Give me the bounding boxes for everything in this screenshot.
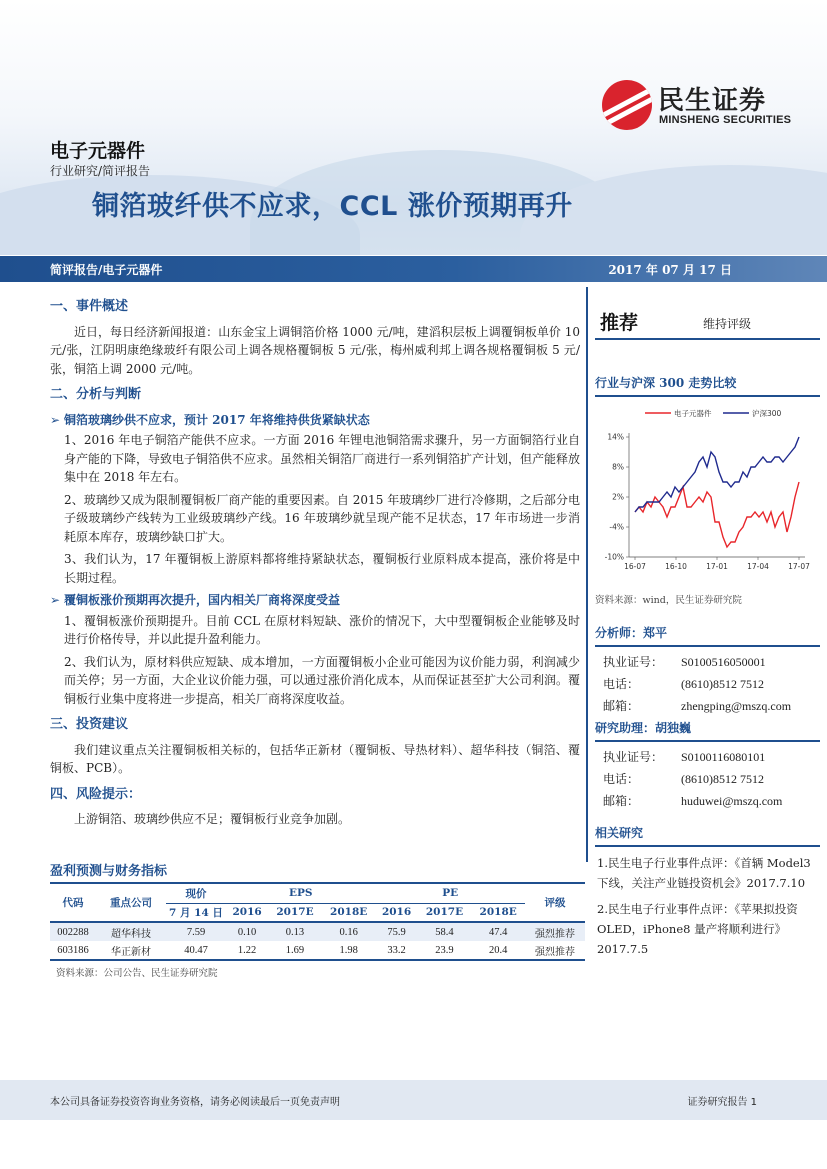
contact-row: [595, 790, 820, 812]
section-title: 四、风险提示：: [50, 786, 142, 802]
arrow-bullet-icon: ➢: [50, 593, 61, 607]
subheading: [50, 411, 580, 430]
main-column: [50, 298, 580, 835]
cell-code: 603186: [50, 941, 96, 960]
section-title: 二、分析与判断: [50, 387, 142, 402]
analyst-title: 分析师：郑平: [595, 624, 820, 647]
logo-chinese-name: 民生证券: [658, 86, 767, 116]
cell-pe: 33.2: [375, 941, 417, 960]
y-tick-label: -10%: [604, 552, 624, 562]
page-footer: [0, 1080, 827, 1120]
col-year: 2016: [375, 903, 417, 922]
subheading-text: 覆铜板涨价预期再次提升，国内相关厂商将深度受益: [64, 593, 341, 607]
cell-eps: 1.98: [322, 941, 376, 960]
column-divider: [586, 287, 588, 862]
footer-page: 证券研究报告 1: [687, 1097, 757, 1108]
y-tick-label: 14%: [607, 432, 624, 442]
analyst-contact: [595, 647, 820, 717]
y-tick-label: 8%: [612, 462, 624, 472]
footer-disclaimer: 本公司具备证券投资咨询业务资格，请务必阅读最后一页免责声明: [50, 1097, 340, 1108]
contact-value: (8610)8512 7512: [681, 677, 764, 691]
contact-row: [595, 768, 820, 790]
cell-code: 002288: [50, 922, 96, 941]
table-header-row: [50, 884, 585, 903]
series-line: [635, 482, 799, 547]
series-line: [635, 437, 799, 512]
arrow-bullet-icon: ➢: [50, 412, 61, 427]
report-type: 行业研究/简评报告: [50, 164, 151, 178]
col-rating: 评级: [525, 884, 585, 922]
cell-pe: 47.4: [471, 922, 525, 941]
logo-icon: [602, 80, 652, 130]
chart-title: 行业与沪深 300 走势比较: [595, 374, 820, 397]
rating-title: 推荐: [600, 312, 639, 334]
subheading-text: 铜箔玻璃纱供不应求，预计 2017 年将维持供货紧缺状态: [64, 412, 370, 427]
contact-row: [595, 746, 820, 768]
sidebar: [595, 306, 820, 959]
related-research-item[interactable]: 1.民生电子行业事件点评：《首辆 Model3 下线，关注产业链投资机会》2017.7.10: [597, 856, 811, 890]
band-date: 2017 年 07 月 17 日: [608, 263, 732, 277]
col-company: 重点公司: [96, 884, 166, 922]
contact-key: 执业证号：: [603, 655, 664, 669]
company-logo: [602, 80, 802, 130]
section-title: 一、事件概述: [50, 299, 129, 314]
contact-row: [595, 673, 820, 695]
report-title: 铜箔玻纤供不应求，CCL 涨价预期再升: [92, 191, 573, 222]
analyst-email-link[interactable]: zhengping@mszq.com: [681, 699, 792, 713]
x-tick-label: 16-10: [665, 562, 687, 571]
paragraph: 3、我们认为，17 年覆铜板上游原料都将维持紧缺状态，覆铜板行业原料成本提高，涨价将是中长期过程。: [64, 552, 580, 585]
financials-section: [50, 860, 585, 979]
paragraph: 2、玻璃纱又成为限制覆铜板厂商产能的重要因素。自 2015 年玻璃纱厂进行冷修期，之后部分电子级玻璃纱产线转为工业级玻璃纱产线。16 年玻璃纱就呈现产能不足状态，17 年市场进一步消耗原本库存，玻璃纱缺口扩大。: [64, 492, 580, 544]
contact-key: 邮箱：: [603, 699, 640, 713]
cell-pe: 75.9: [375, 922, 417, 941]
col-year: 2018E: [322, 903, 376, 922]
col-eps: EPS: [226, 884, 375, 903]
section-title: 三、投资建议: [50, 717, 129, 732]
paragraph: 近日，每日经济新闻报道：山东金宝上调铜箔价格 1000 元/吨，建滔积层板上调覆铜板单价 10 元/张，江阴明康绝缘玻纤有限公司上调各规格覆铜板 5 元/张，梅州威利邦上调各规格覆铜板 5 元/张，铜箔上调 2000 元/吨。: [50, 324, 580, 376]
category-band: [0, 256, 827, 282]
band-category: 简评报告/电子元器件: [50, 263, 163, 277]
paragraph: 我们建议重点关注覆铜板相关标的，包括华正新材（覆铜板、导热材料）、超华科技（铜箔、覆铜板、PCB）。: [50, 742, 580, 775]
x-tick-label: 17-07: [788, 562, 810, 571]
legend-label: 沪深300: [752, 409, 782, 418]
assistant-title: 研究助理：胡独巍: [595, 719, 820, 742]
table-row: [50, 922, 585, 941]
contact-row: [595, 651, 820, 673]
col-year: 2017E: [418, 903, 472, 922]
y-tick-label: 2%: [612, 492, 624, 502]
paragraph: 1、2016 年电子铜箔产能供不应求。一方面 2016 年锂电池铜箔需求骤升，另一方面铜箔行业自身产能的下降，导致电子铜箔供不应求。虽然相关铜箔厂商进行一系列铜箔扩产计划，但产能释放集中在 2018 年左右。: [64, 433, 581, 484]
paragraph: 1、覆铜板涨价预期提升。目前 CCL 在原材料短缺、涨价的情况下，大中型覆铜板企业能够及时进行价格传导，并以此提升盈利能力。: [64, 613, 580, 646]
x-tick-label: 16-07: [624, 562, 646, 571]
col-price-date: 7 月 14 日: [166, 903, 226, 922]
paragraph: 上游铜箔、玻璃纱供应不足；覆铜板行业竞争加剧。: [74, 812, 351, 826]
cell-price: 40.47: [166, 941, 226, 960]
contact-value: (8610)8512 7512: [681, 772, 764, 786]
cell-eps: 0.16: [322, 922, 376, 941]
logo-english-name: MINSHENG SECURITIES: [659, 114, 792, 126]
cell-eps: 0.13: [268, 922, 322, 941]
sector-name: 电子元器件: [50, 140, 146, 162]
trend-chart: [595, 397, 817, 587]
cell-company: 超华科技: [96, 922, 166, 941]
cell-eps: 0.10: [226, 922, 268, 941]
x-tick-label: 17-04: [747, 562, 769, 571]
y-tick-label: -4%: [609, 522, 624, 532]
assistant-email-link[interactable]: huduwei@mszq.com: [681, 794, 783, 808]
financials-table: [50, 884, 585, 961]
financials-title: 盈利预测与财务指标: [50, 860, 585, 884]
cell-company: 华正新材: [96, 941, 166, 960]
col-year: 2016: [226, 903, 268, 922]
contact-row: [595, 695, 820, 717]
subheading: [50, 591, 580, 610]
col-pe: PE: [375, 884, 525, 903]
cell-price: 7.59: [166, 922, 226, 941]
contact-value: S0100516050001: [681, 655, 766, 669]
financials-source: 资料来源：公司公告、民生证券研究院: [56, 968, 218, 979]
related-research-title: 相关研究: [595, 824, 820, 847]
rating-status: 维持评级: [703, 317, 752, 331]
col-year: 2018E: [471, 903, 525, 922]
rating-box: [595, 306, 820, 340]
col-code: 代码: [50, 884, 96, 922]
cell-rating: 强烈推荐: [525, 922, 585, 941]
contact-key: 电话：: [603, 677, 640, 691]
col-year: 2017E: [268, 903, 322, 922]
x-tick-label: 17-01: [706, 562, 728, 571]
cell-pe: 23.9: [418, 941, 472, 960]
related-research-item[interactable]: 2.民生电子行业事件点评：《苹果拟投资 OLED，iPhone8 量产将顺利进行》2017.7.5: [597, 902, 798, 956]
legend-label: 电子元器件: [674, 409, 712, 418]
cell-pe: 20.4: [471, 941, 525, 960]
assistant-contact: [595, 742, 820, 812]
table-row: [50, 941, 585, 960]
contact-key: 执业证号：: [603, 750, 664, 764]
chart-source: 资料来源：wind，民生证券研究院: [595, 595, 742, 606]
contact-value: S0100116080101: [681, 750, 766, 764]
paragraph: 2、我们认为，原材料供应短缺、成本增加，一方面覆铜板小企业可能因为议价能力弱，利润减少而关停；另一方面，大企业议价能力强，可以通过涨价消化成本，从而保证甚至扩大公司利润。覆铜板行业集中度将进一步提高，相关厂商将深度收益。: [64, 654, 581, 706]
cell-eps: 1.22: [226, 941, 268, 960]
contact-key: 邮箱：: [603, 794, 640, 808]
cell-rating: 强烈推荐: [525, 941, 585, 960]
col-price: 现价: [166, 884, 226, 903]
contact-key: 电话：: [603, 772, 640, 786]
cell-eps: 1.69: [268, 941, 322, 960]
cell-pe: 58.4: [418, 922, 472, 941]
